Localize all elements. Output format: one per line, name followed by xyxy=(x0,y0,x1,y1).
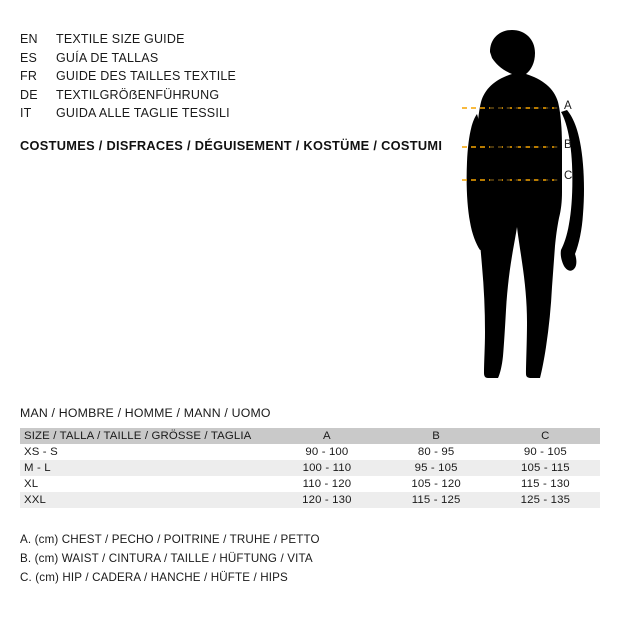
language-code: FR xyxy=(20,69,38,84)
cell-size: XXL xyxy=(24,494,46,506)
cell-a: 120 - 130 xyxy=(302,494,352,506)
size-table xyxy=(20,428,600,508)
cell-b: 105 - 120 xyxy=(411,478,461,490)
column-header-size: SIZE / TALLA / TAILLE / GRÖSSE / TAGLIA xyxy=(24,430,252,442)
language-row xyxy=(20,104,400,123)
cell-size: XS - S xyxy=(24,446,58,458)
cell-a: 100 - 110 xyxy=(302,462,352,474)
cell-c: 90 - 105 xyxy=(523,446,567,458)
language-code: DE xyxy=(20,87,38,102)
table-row xyxy=(20,492,600,508)
table-row xyxy=(20,460,600,476)
language-row xyxy=(20,30,400,49)
language-code: EN xyxy=(20,32,38,46)
legend-item-c: C. (cm) HIP / CADERA / HANCHE / HÜFTE / HIPS xyxy=(20,571,288,584)
table-row xyxy=(20,476,600,492)
language-list xyxy=(20,30,400,123)
legend-item-a: A. (cm) CHEST / PECHO / POITRINE / TRUHE / PETTO xyxy=(20,533,320,546)
cell-b: 80 - 95 xyxy=(417,446,455,458)
cell-c: 125 - 135 xyxy=(520,494,571,506)
table-header-row xyxy=(20,428,600,444)
language-title: GUIDE DES TAILLES TEXTILE xyxy=(56,69,237,84)
table-row xyxy=(20,444,600,460)
language-title: GUÍA DE TALLAS xyxy=(56,50,159,65)
measurement-legend xyxy=(20,530,320,587)
column-header-b: B xyxy=(432,430,440,442)
language-title: GUIDA ALLE TAGLIE TESSILI xyxy=(56,106,230,121)
table-header xyxy=(20,428,600,444)
table-body xyxy=(20,444,600,508)
marker-label-b: B xyxy=(564,139,572,151)
cell-a: 110 - 120 xyxy=(302,478,352,490)
figure-illustration xyxy=(430,22,600,392)
language-title: TEXTILE SIZE GUIDE xyxy=(56,32,185,46)
marker-label-c: C xyxy=(564,170,573,182)
marker-label-a: A xyxy=(564,100,572,112)
legend-item-b: B. (cm) WAIST / CINTURA / TAILLE / HÜFTUNG / VITA xyxy=(20,552,313,565)
table-title: MAN / HOMBRE / HOMME / MANN / UOMO xyxy=(20,406,271,420)
arm-right xyxy=(561,110,584,271)
language-code: IT xyxy=(20,106,32,121)
body-silhouette xyxy=(477,30,562,378)
column-header-a: A xyxy=(323,430,331,442)
cell-b: 115 - 125 xyxy=(411,494,461,506)
language-row xyxy=(20,86,400,105)
silhouette-svg xyxy=(430,22,600,392)
language-title: TEXTILGRÖẞENFÜHRUNG xyxy=(56,87,220,102)
language-code: ES xyxy=(20,50,38,65)
cell-b: 95 - 105 xyxy=(414,462,458,474)
cell-a: 90 - 100 xyxy=(305,446,349,458)
language-row xyxy=(20,67,400,86)
costumes-heading: COSTUMES / DISFRACES / DÉGUISEMENT / KOSTÜME / COSTUMI xyxy=(20,138,443,153)
cell-c: 115 - 130 xyxy=(521,478,570,490)
cell-size: M - L xyxy=(24,462,51,474)
cell-size: XL xyxy=(24,478,39,490)
language-row xyxy=(20,49,400,68)
column-header-c: C xyxy=(541,430,550,442)
cell-c: 105 - 115 xyxy=(521,462,570,474)
